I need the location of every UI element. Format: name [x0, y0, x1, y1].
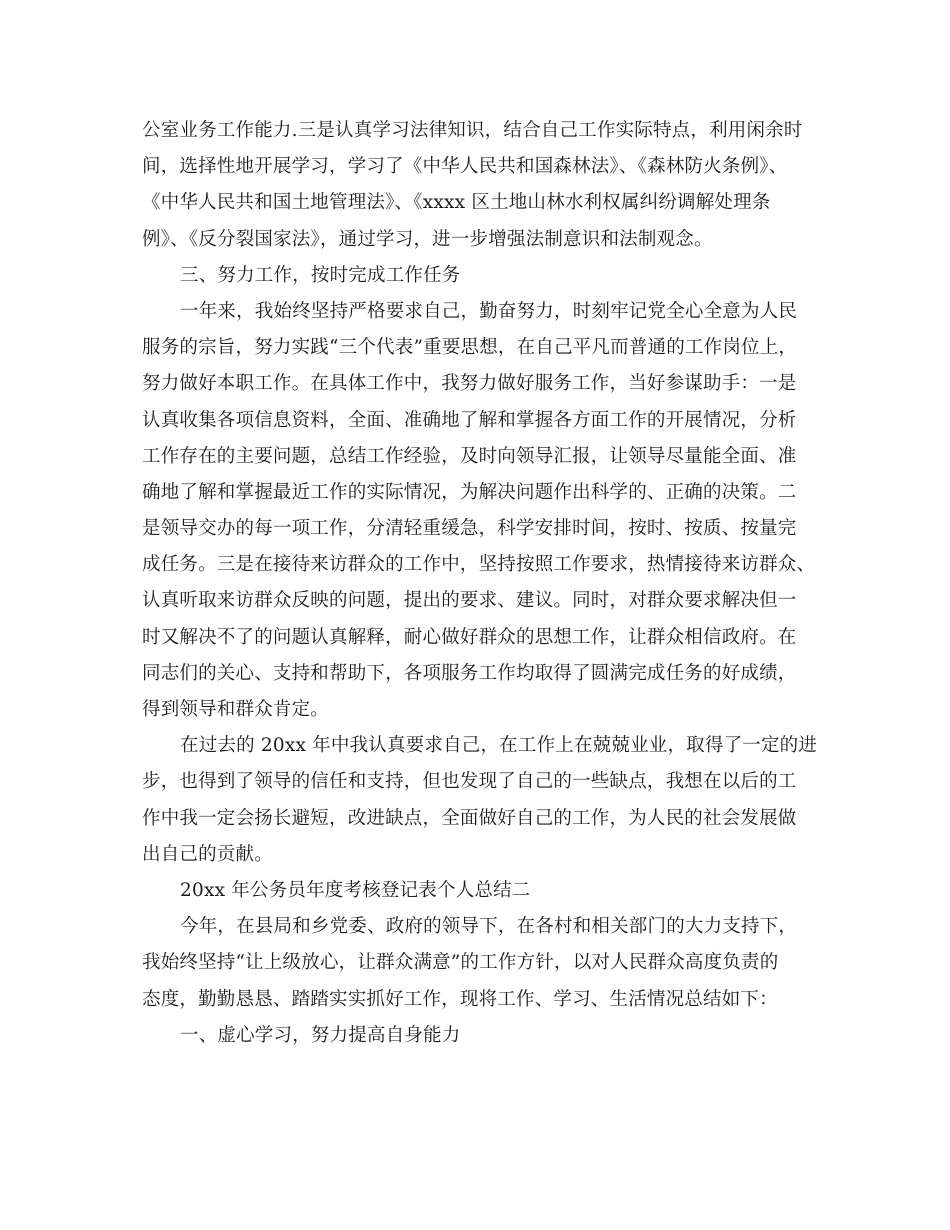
- text-line: 服务的宗旨，努力实践“三个代表”重要思想，在自己平凡而普通的工作岗位上，: [142, 337, 798, 359]
- text-line: 步，也得到了领导的信任和支持，但也发现了自己的一些缺点，我想在以后的工: [142, 771, 797, 793]
- text-line: 间，选择性地开展学习，学习了《中华人民共和国森林法》、《森林防火条例》、: [142, 156, 788, 178]
- text-line: 是领导交办的每一项工作，分清轻重缓急，科学安排时间，按时、按质、按量完: [142, 518, 797, 540]
- text-line: 出自己的贡献。: [142, 843, 273, 865]
- document-body: [142, 113, 818, 1054]
- text-line: 公室业务工作能力.三是认真学习法律知识，结合自己工作实际特点，利用闲余时: [142, 120, 803, 141]
- text-line: 三、努力工作，按时完成工作任务: [180, 264, 461, 286]
- text-line: 时又解决不了的问题认真解释，耐心做好群众的思想工作，让群众相信政府。在: [142, 626, 797, 648]
- text-line: 认真听取来访群众反映的问题，提出的要求、建议。同时，对群众要求解决但一: [142, 590, 797, 612]
- text-line: 态度，勤勤恳恳、踏踏实实抓好工作，现将工作、学习、生活情况总结如下：: [142, 988, 778, 1010]
- text-line: 确地了解和掌握最近工作的实际情况，为解决问题作出科学的、正确的决策。二: [142, 481, 797, 503]
- text-line: 同志们的关心、支持和帮助下，各项服务工作均取得了圆满完成任务的好成绩，: [142, 662, 797, 684]
- text-line: 今年，在县局和乡党委、政府的领导下，在各村和相关部门的大力支持下，: [180, 916, 798, 938]
- text-line: 我始终坚持“让上级放心，让群众满意”的工作方针，以对人民群众高度负责的: [142, 952, 779, 974]
- text-line: 一、虚心学习，努力提高自身能力: [180, 1024, 461, 1046]
- text-line: 《中华人民共和国土地管理法》、《xxxx 区土地山林水利权属纠纷调解处理条: [142, 192, 771, 214]
- text-line: 工作存在的主要问题，总结工作经验，及时向领导汇报，让领导尽量能全面、准: [142, 445, 797, 467]
- text-line: 努力做好本职工作。在具体工作中，我努力做好服务工作，当好参谋助手：一是: [142, 373, 797, 395]
- text-line: 作中我一定会扬长避短，改进缺点，全面做好自己的工作，为人民的社会发展做: [142, 807, 797, 829]
- text-line: 在过去的 20xx 年中我认真要求自己，在工作上在兢兢业业，取得了一定的进: [180, 735, 818, 757]
- text-line: 认真收集各项信息资料，全面、准确地了解和掌握各方面工作的开展情况，分析: [142, 409, 797, 431]
- text-line: 成任务。三是在接待来访群众的工作中，坚持按照工作要求，热情接待来访群众、: [142, 554, 816, 576]
- text-line: 例》、《反分裂国家法》，通过学习，进一步增强法制意识和法制观念。: [142, 228, 713, 250]
- text-line: 20xx 年公务员年度考核登记表个人总结二: [180, 879, 531, 901]
- text-line: 得到领导和群众肯定。: [142, 699, 330, 720]
- text-line: 一年来，我始终坚持严格要求自己，勤奋努力，时刻牢记党全心全意为人民: [180, 300, 798, 322]
